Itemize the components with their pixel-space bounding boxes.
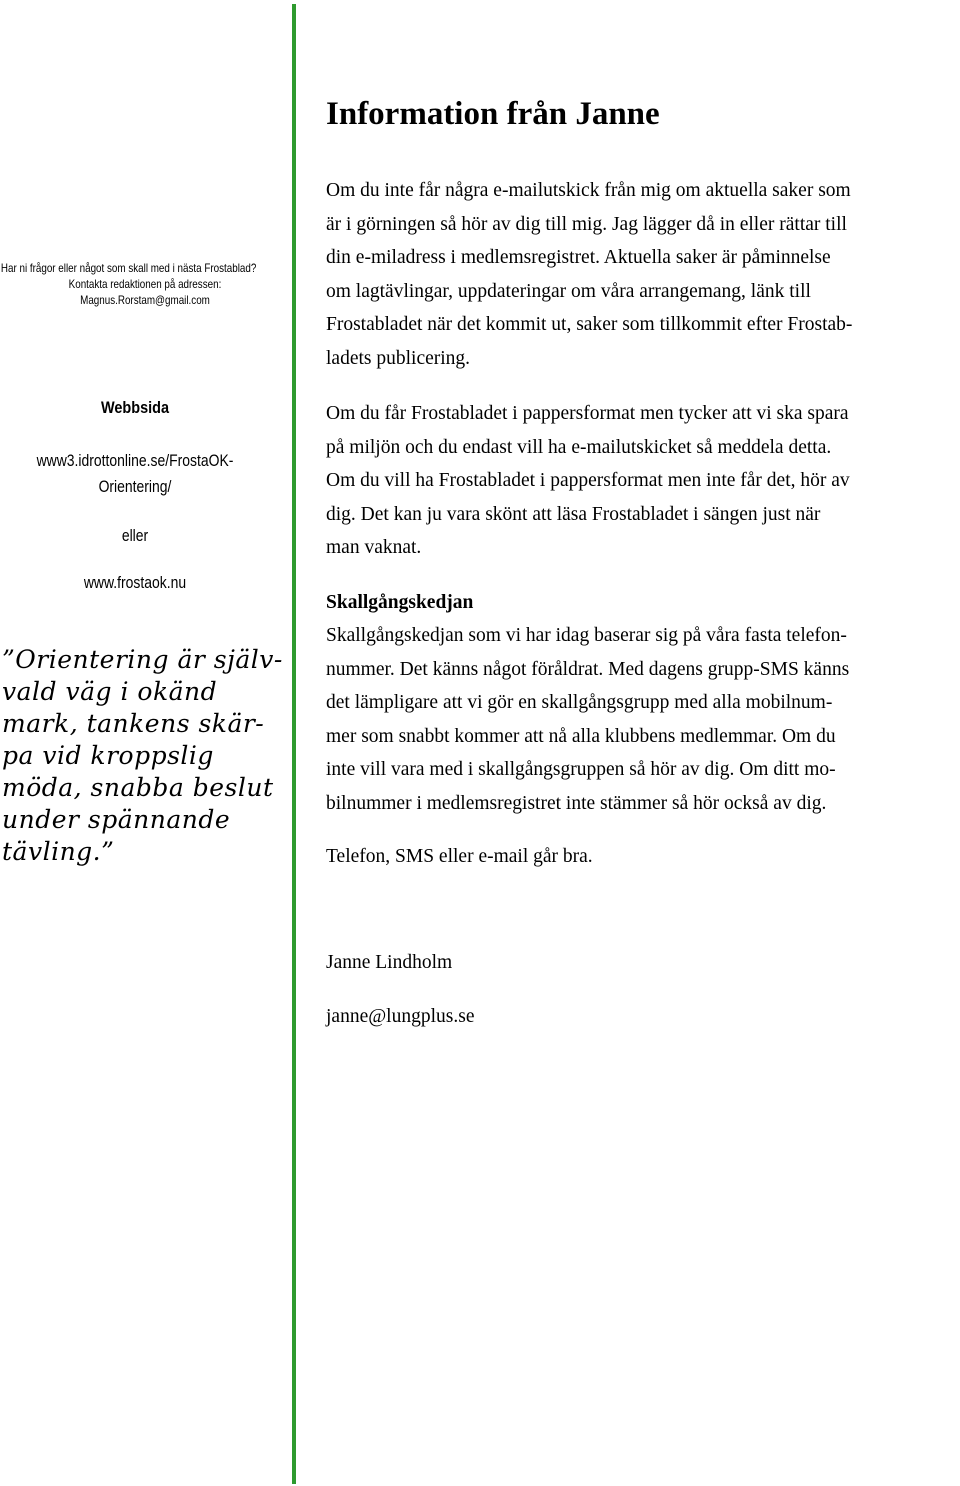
sidebar (0, 0, 290, 1486)
orienteering-quote (2, 644, 287, 868)
text-line: inte vill vara med i skallgångsgruppen så hör av dig. Om ditt mo- (326, 759, 836, 780)
contact-question: Har ni frågor eller något som skall med i nästa Frostablad? (0, 261, 257, 275)
website-heading: Webbsida (101, 398, 169, 417)
contact-instruction: Kontakta redaktionen på adressen: (68, 277, 222, 291)
quote-line: ”Orientering är själv- (2, 645, 283, 674)
quote-line: möda, snabba beslut (2, 773, 274, 802)
quote-line: tävling.” (2, 837, 115, 866)
page-title: Information från Janne (326, 96, 660, 132)
text-line: Om du inte får några e-mailutskick från mig om aktuella saker som (326, 180, 851, 201)
text-line: ladets publicering. (326, 347, 471, 369)
text-line: det lämpligare att vi gör en skallgångsgrupp med alla mobilnum- (326, 692, 833, 713)
quote-line: mark, tankens skär- (2, 709, 265, 738)
text-line: Om du får Frostabladet i pappersformat men tycker att vi ska spara (326, 403, 849, 424)
website-url-line-2[interactable]: Orientering/ (98, 477, 172, 496)
text-line: dig. Det kan ju vara skönt att läsa Frostabladet i sängen just när (326, 503, 821, 525)
contact-email[interactable]: Magnus.Rorstam@gmail.com (80, 293, 210, 307)
section-heading: Skallgångskedjan (326, 592, 474, 613)
green-divider-line (292, 4, 296, 1484)
website-info (0, 398, 270, 596)
paragraph-email-updates (326, 174, 956, 375)
text-line: på miljön och du endast vill ha e-mailutskicket så meddela detta. (326, 436, 832, 458)
text-line: mer som snabbt kommer att nå alla klubbens medlemmar. Om du (326, 725, 836, 747)
text-line: om lagtävlingar, uppdateringar om våra arrangemang, länk till (326, 280, 811, 302)
signature-name: Janne Lindholm (326, 952, 453, 973)
quote-line: vald väg i okänd (2, 677, 218, 706)
text-line: din e-miladress i medlemsregistret. Aktuella saker är påminnelse (326, 247, 831, 268)
website-or: eller (121, 526, 149, 545)
text-line: nummer. Det känns något föråldrat. Med dagens grupp-SMS känns (326, 658, 850, 680)
contact-info (0, 260, 264, 308)
website-url-alt[interactable]: www.frostaok.nu (83, 573, 187, 592)
text-line: bilnummer i medlemsregistret inte stämmer så hör också av dig. (326, 792, 827, 814)
quote-line: under spännande (2, 805, 231, 834)
paragraph-contact-methods: Telefon, SMS eller e-mail går bra. (326, 846, 593, 867)
text-line: är i görningen så hör av dig till mig. Jag lägger då in eller rättar till (326, 213, 847, 235)
text-line: Om du vill ha Frostabladet i pappersformat men inte får det, hör av (326, 470, 850, 491)
signature-email[interactable]: janne@lungplus.se (326, 1006, 475, 1027)
text-line: Skallgångskedjan som vi har idag baserar sig på våra fasta telefon- (326, 625, 847, 646)
text-line: man vaknat. (326, 537, 422, 558)
paragraph-paper-format (326, 397, 956, 565)
paragraph-search-chain (326, 619, 956, 820)
text-line: Frostabladet när det kommit ut, saker som tillkommit efter Frostab- (326, 314, 853, 335)
website-url-line-1[interactable]: www3.idrottonline.se/FrostaOK- (36, 451, 234, 470)
quote-line: pa vid kroppslig (2, 741, 214, 770)
